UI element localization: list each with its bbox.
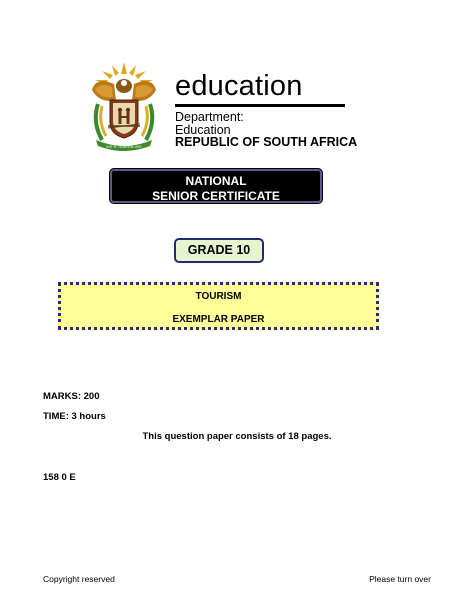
subject-name: TOURISM: [195, 291, 242, 302]
brand-word: education: [175, 70, 303, 102]
motto-text: !KE E: /XARRA //KE: [106, 144, 142, 149]
header-rule: [175, 104, 345, 107]
department-name: Education: [175, 123, 231, 137]
subject-box: [58, 282, 379, 330]
paper-type: EXEMPLAR PAPER: [172, 314, 265, 325]
department-label: Department:: [175, 110, 244, 124]
certificate-line-2: SENIOR CERTIFICATE: [152, 189, 280, 203]
turn-over-text: Please turn over: [369, 574, 431, 584]
grade-box: GRADE 10: [174, 238, 264, 263]
time-text: TIME: 3 hours: [43, 411, 106, 422]
paper-code: 158 0 E: [43, 472, 76, 483]
certificate-box: [110, 169, 322, 203]
certificate-line-1: NATIONAL: [185, 174, 247, 188]
copyright-text: Copyright reserved: [43, 574, 115, 584]
country-name: REPUBLIC OF SOUTH AFRICA: [175, 135, 358, 149]
coat-of-arms-icon: [86, 60, 162, 154]
marks-text: MARKS: 200: [43, 391, 100, 402]
pages-note: This question paper consists of 18 pages.: [142, 431, 332, 442]
